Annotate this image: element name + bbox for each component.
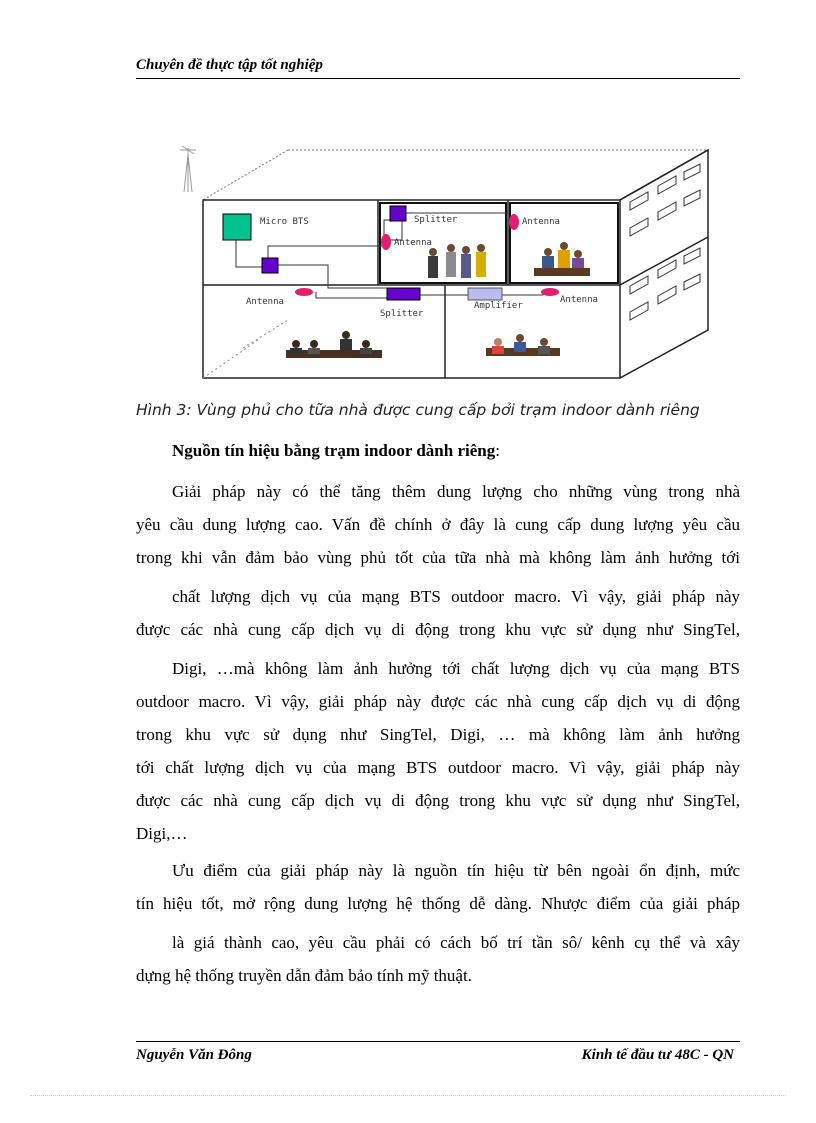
paragraph-2-line: là giá thành cao, yêu cầu phải có cách bố trí tần sô/ kênh cụ thể và xây [172,933,740,952]
paragraph-1-line: tới chất lượng dịch vụ của mạng BTS outdoor macro. Vì vậy, giải pháp này [136,758,740,777]
paragraph-1-line: được các nhà cung cấp dịch vụ di động trong khu vực sử dụng như SingTel, [136,620,740,639]
micro-bts-unit [223,214,251,240]
antenna-icon [509,214,519,230]
antenna-top-right-label: Antenna [522,217,560,227]
amplifier-unit [468,288,502,300]
antenna-left-label: Antenna [246,297,284,307]
building-diagram [168,140,736,385]
footer-class: Kinh tế đầu tư 48C - QN [581,1047,734,1063]
antenna-bottom-right-label: Antenna [560,295,598,305]
people-meeting-icon [534,242,590,276]
micro-bts-label: Micro BTS [260,217,309,227]
people-meeting-icon [486,334,560,356]
antenna-icon [541,288,559,296]
people-meeting-icon [428,244,486,278]
side-windows [630,164,700,320]
paragraph-1-line: Digi, …mà không làm ảnh hưởng tới chất lượng dịch vụ của mạng BTS [172,659,740,678]
figure-caption: Hình 3: Vùng phủ cho tữa nhà được cung cấp bởi trạm indoor dành riêng [136,401,700,419]
antenna-icon [381,234,391,250]
paragraph-1-line: được các nhà cung cấp dịch vụ di động trong khu vực sử dụng như SingTel, [136,791,740,810]
people-meeting-icon [286,331,382,358]
section-heading-text: Nguồn tín hiệu bằng trạm indoor dành riêng [172,441,496,460]
splitter-top-label: Splitter [414,215,458,225]
page-bottom-dotted-rule [30,1095,786,1096]
paragraph-1-line: Digi,… [136,824,188,843]
footer-divider [136,1041,740,1042]
paragraph-1-line: trong khu vực sử dụng như SingTel, Digi, … mà không làm ảnh hưởng [136,725,740,744]
paragraph-1-line: outdoor macro. Vì vậy, giải pháp này được các nhà cung cấp dịch vụ di động [136,692,740,711]
paragraph-1-line: Giải pháp này có thể tăng thêm dung lượng cho những vùng trong nhà [172,482,740,501]
page-header-title: Chuyên đề thực tập tốt nghiệp [136,57,323,73]
paragraph-2-line: dựng hệ thống truyền dẫn đảm bảo tính mỹ thuật. [136,966,472,985]
paragraph-2-line: Ưu điểm của giải pháp này là nguồn tín hiệu từ bên ngoài ổn định, mức [172,861,740,880]
paragraph-2-line: tín hiệu tốt, mở rộng dung lượng hệ thống dễ dàng. Nhược điểm của giải pháp [136,894,740,913]
antenna-mid-label: Antenna [394,238,432,248]
paragraph-1-line: yêu cầu dung lượng cao. Vấn đề chính ở đây là cung cấp dung lượng yêu cầu [136,515,740,534]
paragraph-1-line: trong khi vẫn đảm bảo vùng phủ tốt của tữa nhà mà không làm ảnh hưởng tới [136,548,740,567]
splitter-bottom-label: Splitter [380,309,424,319]
footer-author: Nguyễn Văn Đông [136,1047,252,1063]
splitter-top [390,206,406,221]
section-heading-colon: : [495,441,500,460]
header-divider [136,78,740,79]
rooftop-tower-icon [180,146,196,192]
antenna-icon [295,288,313,296]
splitter-bottom [387,288,420,300]
splitter-small [262,258,278,273]
amplifier-label: Amplifier [474,301,523,311]
paragraph-1-line: chất lượng dịch vụ của mạng BTS outdoor macro. Vì vậy, giải pháp này [172,587,740,606]
section-heading [172,441,500,461]
